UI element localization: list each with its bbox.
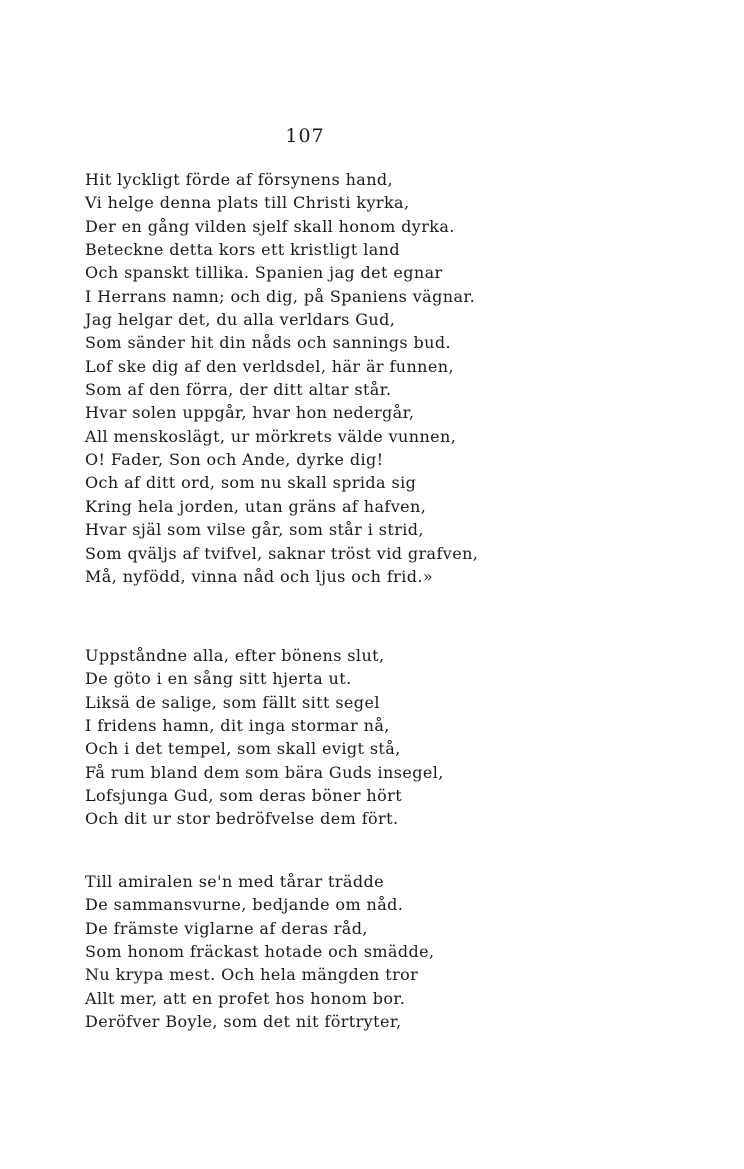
verse-line: Hvar solen uppgår, hvar hon nedergår, — [85, 403, 415, 423]
verse-line: Som qväljs af tvifvel, saknar tröst vid grafven, — [85, 543, 479, 563]
verse-line: Beteckne detta kors ett kristligt land — [85, 240, 401, 260]
verse-line: Uppståndne alla, efter bönens slut, — [85, 646, 385, 665]
verse-line: Till amiralen se'n med tårar trädde — [85, 872, 384, 891]
verse-line: Der en gång vilden sjelf skall honom dyrka. — [85, 216, 455, 236]
verse-line: I fridens hamn, dit inga stormar nå, — [85, 716, 390, 736]
verse-line: Lof ske dig af den verldsdel, här är funnen, — [85, 356, 454, 376]
verse-line: Och dit ur stor bedröfvelse dem fört. — [85, 809, 399, 829]
poem-stanza-1 — [85, 168, 525, 588]
verse-line: Få rum bland dem som bära Guds insegel, — [85, 762, 444, 782]
verse-line: Hit lyckligt förde af försynens hand, — [85, 170, 394, 189]
verse-line: Liksä de salige, som fällt sitt segel — [85, 692, 380, 712]
verse-line: Deröfver Boyle, som det nit förtryter, — [85, 1012, 402, 1032]
verse-line: Som af den förra, der ditt altar står. — [85, 380, 392, 400]
page-number: 107 — [285, 125, 325, 147]
verse-line: All menskoslägt, ur mörkrets välde vunnen, — [85, 426, 457, 446]
verse-line: Och af ditt ord, som nu skall sprida sig — [85, 473, 417, 493]
verse-line: Som honom fräckast hotade och smädde, — [85, 942, 435, 962]
verse-line: O! Fader, Son och Ande, dyrke dig! — [85, 450, 384, 470]
verse-line: De främste viglarne af deras råd, — [85, 918, 368, 938]
verse-line: Allt mer, att en profet hos honom bor. — [85, 988, 406, 1008]
verse-line: Kring hela jorden, utan gräns af hafven, — [85, 496, 427, 516]
verse-line: Nu krypa mest. Och hela mängden tror — [85, 965, 419, 985]
verse-line: De göto i en sång sitt hjerta ut. — [85, 669, 352, 689]
poem-stanza-3 — [85, 870, 525, 1033]
poem-stanza-2 — [85, 644, 525, 831]
verse-line: Och spanskt tillika. Spanien jag det egnar — [85, 263, 443, 283]
verse-line: Hvar själ som vilse går, som står i strid, — [85, 520, 424, 540]
verse-line: Jag helgar det, du alla verldars Gud, — [85, 310, 396, 330]
verse-line: Som sänder hit din nåds och sannings bud. — [85, 333, 452, 353]
verse-line: I Herrans namn; och dig, på Spaniens vägnar. — [85, 286, 476, 306]
verse-line: De sammansvurne, bedjande om nåd. — [85, 895, 404, 915]
verse-line: Lofsjunga Gud, som deras böner hört — [85, 786, 403, 806]
verse-line: Må, nyfödd, vinna nåd och ljus och frid.» — [85, 566, 434, 586]
verse-line: Och i det tempel, som skall evigt stå, — [85, 739, 401, 759]
verse-line: Vi helge denna plats till Christi kyrka, — [85, 193, 410, 213]
